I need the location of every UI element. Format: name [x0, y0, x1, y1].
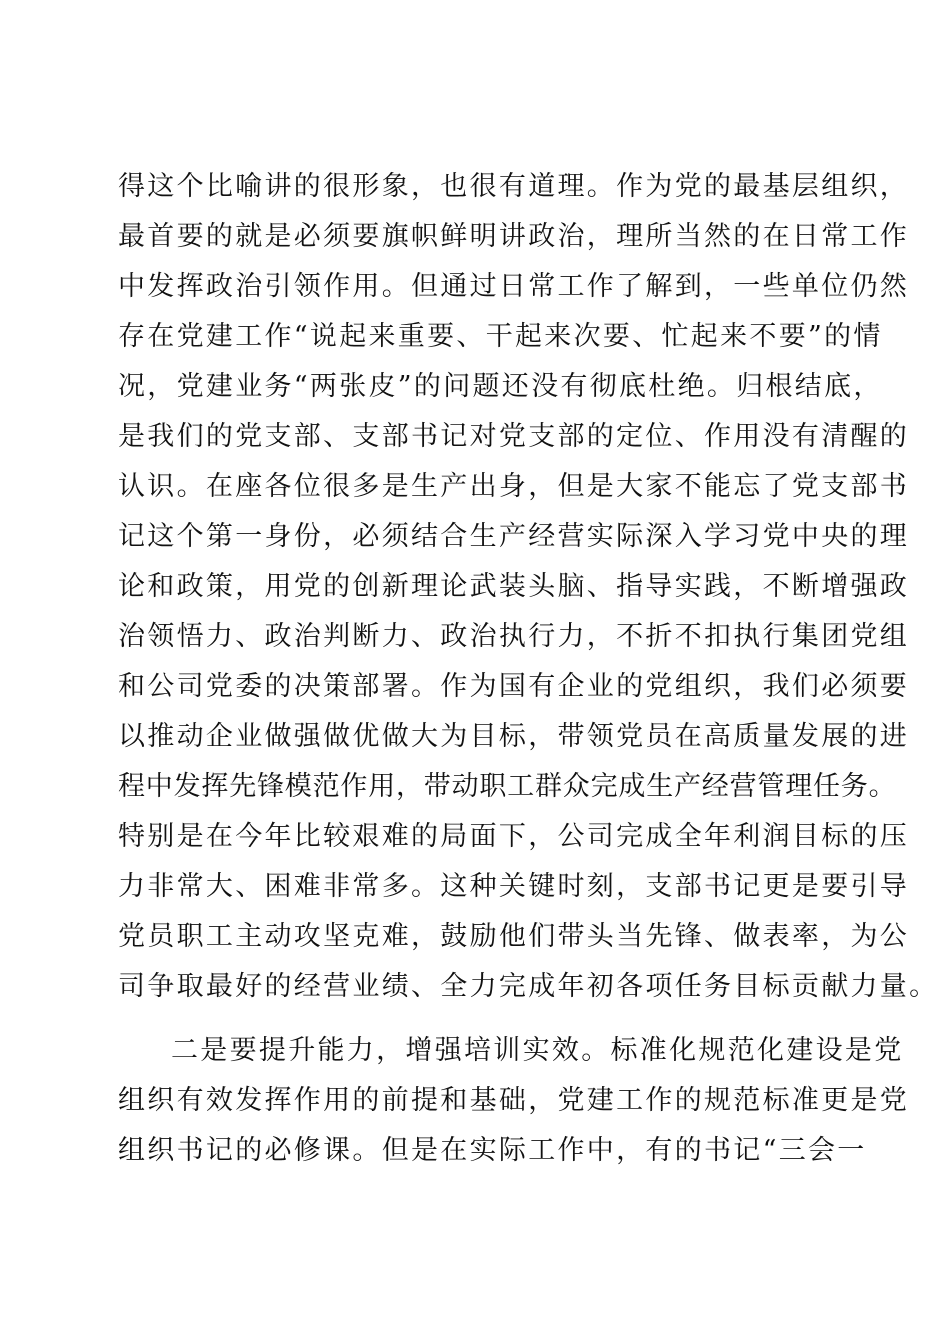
- paragraph-1-line-5: 况，党建业务“两张皮”的问题还没有彻底杜绝。归根结底，: [118, 371, 883, 402]
- paragraph-1-line-12: 以推动企业做强做优做大为目标，带领党员在高质量发展的进: [118, 721, 910, 752]
- paragraph-1-line-10: 治领悟力、政治判断力、政治执行力，不折不扣执行集团党组: [118, 621, 910, 652]
- paragraph-1-line-7: 认识。在座各位很多是生产出身，但是大家不能忘了党支部书: [118, 471, 910, 502]
- paragraph-2-line-2: 组织有效发挥作用的前提和基础，党建工作的规范标准更是党: [118, 1085, 910, 1116]
- paragraph-1-line-14: 特别是在今年比较艰难的局面下，公司完成全年利润目标的压: [118, 821, 910, 852]
- paragraph-1-line-2: 最首要的就是必须要旗帜鲜明讲政治，理所当然的在日常工作: [118, 221, 910, 252]
- paragraph-1-line-11: 和公司党委的决策部署。作为国有企业的党组织，我们必须要: [118, 671, 910, 702]
- paragraph-1-line-15: 力非常大、困难非常多。这种关键时刻，支部书记更是要引导: [118, 871, 910, 902]
- paragraph-1-line-3: 中发挥政治引领作用。但通过日常工作了解到，一些单位仍然: [118, 271, 910, 302]
- paragraph-1-line-1: 得这个比喻讲的很形象，也很有道理。作为党的最基层组织，: [118, 171, 910, 202]
- paragraph-1-line-8: 记这个第一身份，必须结合生产经营实际深入学习党中央的理: [118, 521, 910, 552]
- paragraph-1-line-16: 党员职工主动攻坚克难，鼓励他们带头当先锋、做表率，为公: [118, 921, 910, 952]
- paragraph-1-line-4: 存在党建工作“说起来重要、干起来次要、忙起来不要”的情: [118, 321, 883, 352]
- paragraph-1-line-6: 是我们的党支部、支部书记对党支部的定位、作用没有清醒的: [118, 421, 910, 452]
- paragraph-1-line-17: 司争取最好的经营业绩、全力完成年初各项任务目标贡献力量。: [118, 971, 939, 1002]
- paragraph-2-line-3: 组织书记的必修课。但是在实际工作中，有的书记“三会一: [118, 1135, 867, 1166]
- paragraph-1-line-9: 论和政策，用党的创新理论武装头脑、指导实践，不断增强政: [118, 571, 910, 602]
- paragraph-1-line-13: 程中发挥先锋模范作用，带动职工群众完成生产经营管理任务。: [118, 771, 897, 802]
- paragraph-2-line-1: 二是要提升能力，增强培训实效。标准化规范化建设是党: [171, 1035, 904, 1066]
